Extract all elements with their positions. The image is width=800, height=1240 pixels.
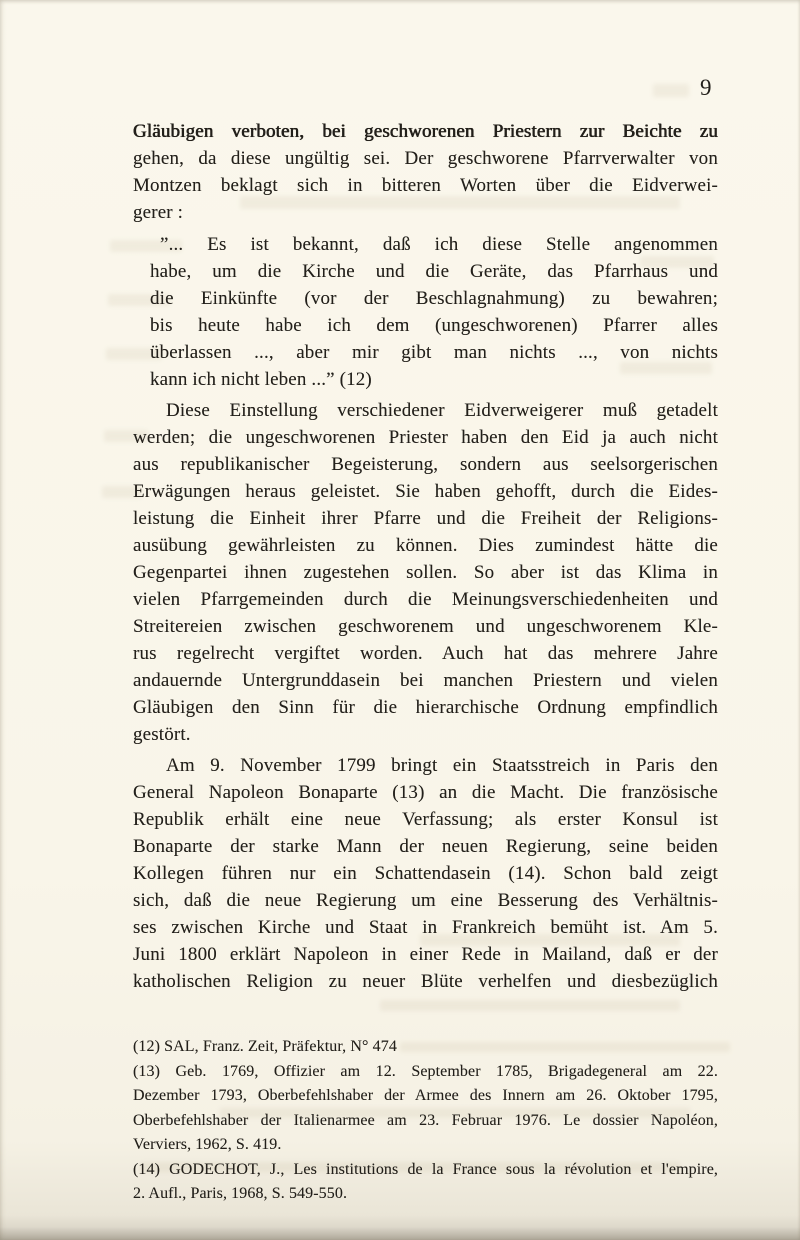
text-line: Erwägungen heraus geleistet. Sie haben gehofft, durch die Eides- bbox=[133, 481, 718, 502]
text-line: 2. Aufl., Paris, 1968, S. 549-550. bbox=[133, 1185, 348, 1202]
text-line: sich, daß die neue Regierung um eine Besserung des Verhältnis- bbox=[133, 890, 718, 911]
text-line: (13) Geb. 1769, Offizier am 12. September 1785, Brigadegeneral am 22. bbox=[133, 1062, 718, 1080]
text-line: Dezember 1793, Oberbefehlshaber der Armee des Innern am 26. Oktober 1795, bbox=[133, 1087, 718, 1104]
block-quote bbox=[150, 231, 718, 393]
footnote-12 bbox=[133, 1035, 718, 1060]
text-line: Gläubigen den Sinn für die hierarchische Ordnung empfindlich bbox=[133, 697, 718, 718]
page-number: 9 bbox=[700, 75, 712, 100]
text-line: kann ich nicht leben ...” (12) bbox=[150, 369, 372, 390]
text-line: Republik erhält eine neue Verfassung; als erster Konsul ist bbox=[133, 809, 718, 830]
text-line: Bonaparte der starke Mann der neuen Regierung, seine beiden bbox=[133, 836, 718, 857]
text-line: katholischen Religion zu neuer Blüte verhelfen und diesbezüglich bbox=[133, 971, 718, 992]
text-line: Gegenpartei ihnen zugestehen sollen. So aber ist das Klima in bbox=[133, 562, 718, 583]
text-line: vielen Pfarrgemeinden durch die Meinungsverschiedenheiten und bbox=[133, 589, 718, 610]
paragraph-eidverweigerer bbox=[133, 397, 718, 748]
paragraph-napoleon bbox=[133, 752, 718, 995]
footnote-13 bbox=[133, 1060, 718, 1158]
text-line: bis heute habe ich dem (ungeschworenen) Pfarrer alles bbox=[150, 315, 718, 336]
text-line: Verviers, 1962, S. 419. bbox=[133, 1136, 282, 1153]
text-line: Oberbefehlshaber der Italienarmee am 23. Februar 1976. Le dossier Napoléon, bbox=[133, 1111, 718, 1129]
text-line: leistung die Einheit ihrer Pfarre und die Freiheit der Religions- bbox=[133, 508, 718, 529]
text-line: (14) GODECHOT, J., Les institutions de la France sous la révolution et l'empire, bbox=[133, 1160, 718, 1178]
text-line: die Einkünfte (vor der Beschlagnahmung) zu bewahren; bbox=[150, 288, 718, 309]
text-line: werden; die ungeschworenen Priester haben den Eid ja auch nicht bbox=[133, 427, 718, 448]
text-line: General Napoleon Bonaparte (13) an die Macht. Die französische bbox=[133, 782, 718, 803]
text-line: Juni 1800 erklärt Napoleon in einer Rede in Mailand, daß er der bbox=[133, 944, 718, 965]
text-line: Kollegen führen nur ein Schattendasein (14). Schon bald zeigt bbox=[133, 863, 718, 884]
text-line: Am 9. November 1799 bringt ein Staatsstreich in Paris den bbox=[166, 755, 718, 776]
text-line: Diese Einstellung verschiedener Eidverweigerer muß getadelt bbox=[166, 400, 718, 421]
text-line: Streitereien zwischen geschworenem und ungeschworenem Kle- bbox=[133, 616, 718, 637]
text-line: überlassen ..., aber mir gibt man nichts ..., von nichts bbox=[150, 342, 718, 363]
text-line: ”... Es ist bekannt, daß ich diese Stelle angenommen bbox=[160, 234, 718, 255]
text-line: gerer : bbox=[133, 202, 184, 223]
text-line: Montzen beklagt sich in bitteren Worten über die Eidverwei- bbox=[133, 175, 718, 196]
footnote-14 bbox=[133, 1158, 718, 1207]
text-line: gehen, da diese ungültig sei. Der geschworene Pfarrverwalter von bbox=[133, 148, 718, 169]
text-line: andauernde Untergrunddasein bei manchen Priestern und vielen bbox=[133, 670, 718, 691]
text-line: rus regelrecht vergiftet worden. Auch hat das mehrere Jahre bbox=[133, 643, 718, 664]
text-line: aus republikanischer Begeisterung, sondern aus seelsorgerischen bbox=[133, 454, 718, 475]
text-line: (12) SAL, Franz. Zeit, Präfektur, N° 474 bbox=[133, 1038, 397, 1055]
text-line: habe, um die Kirche und die Geräte, das Pfarrhaus und bbox=[150, 261, 718, 282]
footnotes-section bbox=[133, 1035, 718, 1207]
paragraph-continuation bbox=[133, 118, 718, 226]
text-line: Gläubigen verboten, bei geschworenen Priestern zur Beichte zu bbox=[133, 121, 718, 142]
page-edge-shadow bbox=[0, 1227, 800, 1240]
text-column bbox=[133, 0, 718, 1207]
text-line: ses zwischen Kirche und Staat in Frankreich bemüht ist. Am 5. bbox=[133, 917, 718, 938]
text-line: ausübung gewährleisten zu können. Dies zumindest hätte die bbox=[133, 535, 718, 556]
text-line: gestört. bbox=[133, 724, 191, 745]
